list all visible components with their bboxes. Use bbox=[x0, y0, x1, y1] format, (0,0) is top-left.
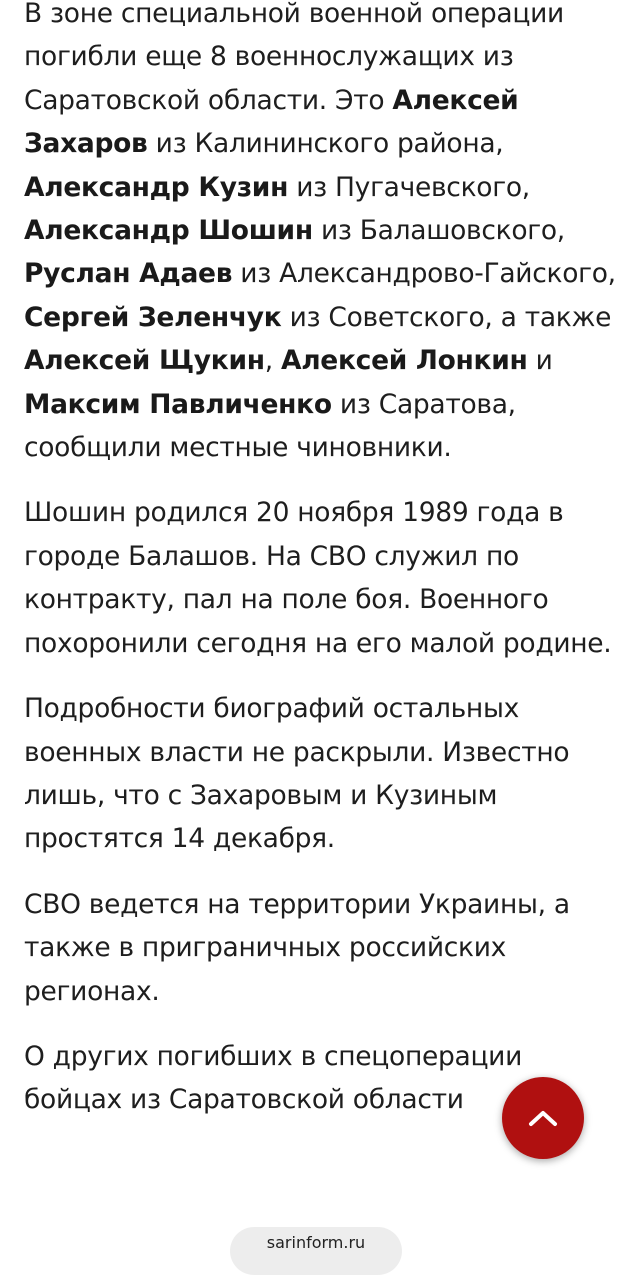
text: В зоне специальной военной операции погибли еще 8 военнослужащих из Саратовской области. Это bbox=[24, 0, 564, 116]
text: из Пугачевского, bbox=[288, 171, 530, 203]
scroll-to-top-button[interactable] bbox=[502, 1077, 584, 1159]
paragraph-4: СВО ведется на территории Украины, а также в приграничных российских регионах. bbox=[24, 888, 570, 1007]
text: , bbox=[264, 345, 281, 377]
text: из Советского, а также bbox=[281, 301, 612, 333]
address-bar-pill[interactable] bbox=[230, 1227, 402, 1275]
paragraph-2: Шошин родился 20 ноября 1989 года в городе Балашов. На СВО служил по контракту, пал на поле боя. Военного похоронили сегодня на его малой родине. bbox=[24, 497, 612, 659]
paragraph-3: Подробности биографий остальных военных власти не раскрыли. Известно лишь, что с Захаровым и Кузиным простятся 14 декабря. bbox=[24, 693, 570, 855]
name-adaev: Руслан Адаев bbox=[24, 258, 233, 290]
name-shchukin: Алексей Щукин bbox=[24, 345, 265, 377]
name-lonkin: Алексей Лонкин bbox=[280, 345, 528, 377]
text: из Саратова, сообщили местные чиновники. bbox=[24, 388, 516, 464]
name-zelenchuk: Сергей Зеленчук bbox=[24, 301, 282, 333]
paragraph-5: О других погибших в спецоперации бойцах из Саратовской области bbox=[24, 1040, 523, 1116]
name-zakharov: Алексей Захаров bbox=[24, 84, 519, 160]
chevron-up-icon bbox=[528, 1109, 558, 1127]
name-shoshin: Александр Шошин bbox=[24, 215, 313, 247]
text: и bbox=[527, 345, 553, 377]
text: из Александрово-Гайского, bbox=[232, 258, 616, 290]
paragraph-1 bbox=[24, 0, 616, 469]
text: из Балашовского, bbox=[312, 215, 565, 247]
name-pavlichenko: Максим Павличенко bbox=[24, 388, 332, 420]
name-kuzin: Александр Кузин bbox=[24, 171, 289, 203]
url-text: sarinform.ru bbox=[266, 1233, 366, 1252]
text: из Калининского района, bbox=[147, 128, 504, 160]
article-body bbox=[24, 0, 616, 1122]
